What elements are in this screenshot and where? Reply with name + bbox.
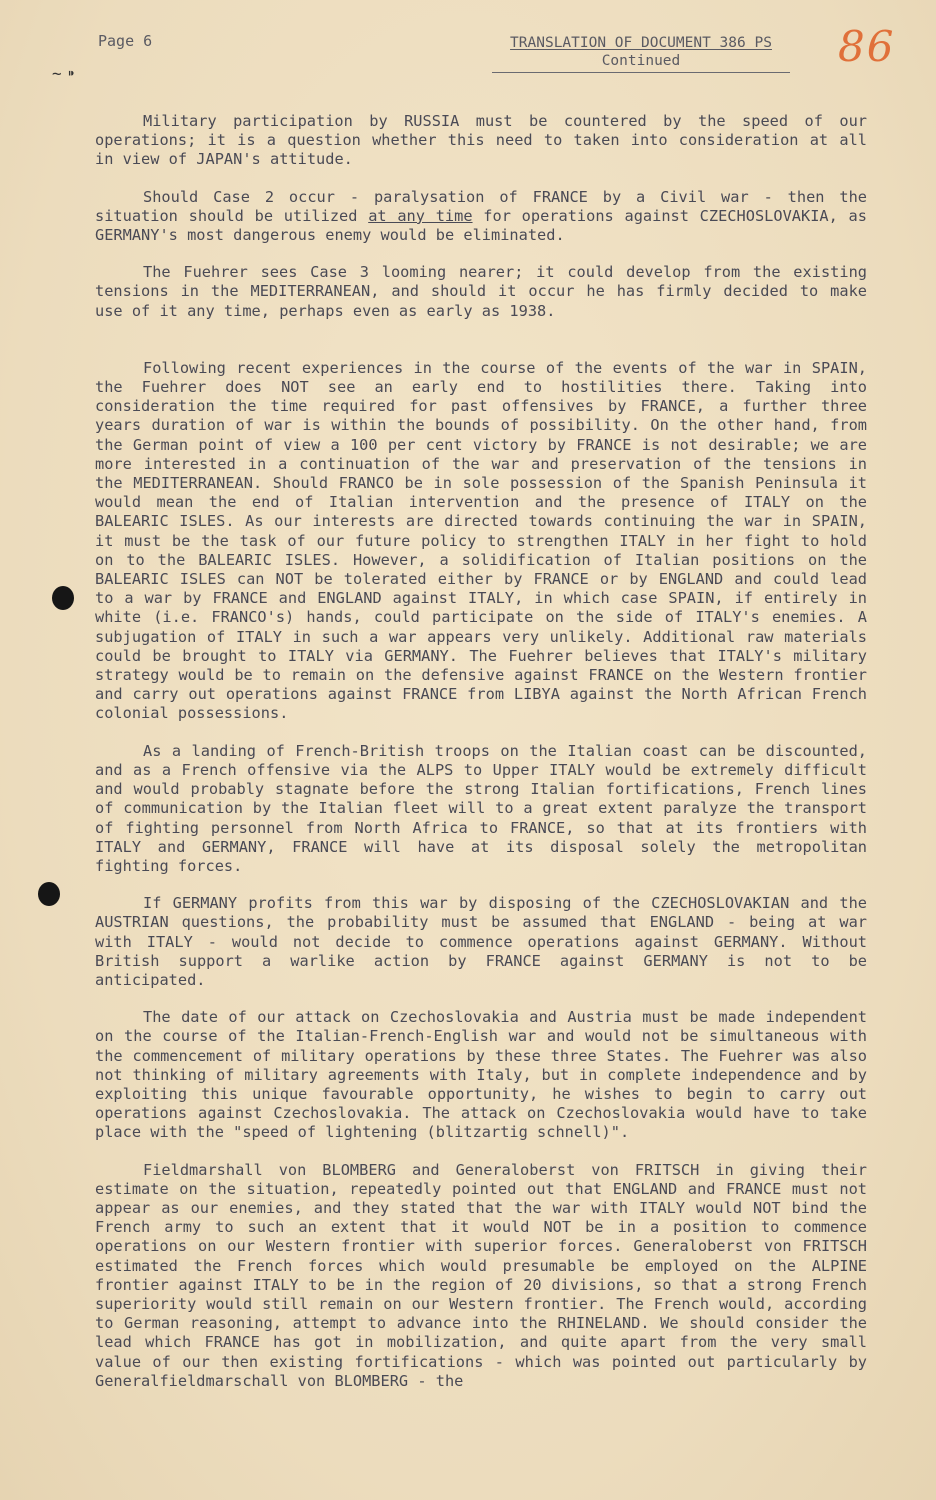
paragraph-landing: As a landing of French-British troops on the Italian coast can be discounted, and as a French offensive via the ALPS to Upper ITALY would be extremely difficult and would probably stagnate before the strong Italian fortifications, French lines of communication by the Italian fleet will to a great extent paralyze the transport of fighting personnel from North Africa to FRANCE, so that at its frontiers with ITALY and GERMANY, FRANCE will have at its disposal solely the metropolitan fighting forces. bbox=[95, 741, 867, 875]
paragraph-attack-date: The date of our attack on Czechoslovakia and Austria must be made independent on the course of the Italian-French-English war and would not be simultaneous with the commencement of military operations by these three States. The Fuehrer was also not thinking of military agreements with Italy, but in complete independence and by exploiting this unique favourable opportunity, he wishes to begin to carry out operations against Czechoslovakia. The attack on Czechoslovakia would have to take place with the "speed of lightening (blitzartig schnell)". bbox=[95, 1008, 867, 1142]
page-number: Page 6 bbox=[98, 32, 153, 50]
document-header bbox=[492, 35, 790, 73]
handwritten-mark: ~ ⁍ bbox=[52, 64, 74, 83]
continued-label: Continued bbox=[492, 53, 790, 73]
punch-hole-icon bbox=[52, 586, 74, 610]
punch-hole-icon bbox=[38, 882, 60, 906]
paragraph-spain: Following recent experiences in the course of the events of the war in SPAIN, the Fuehrer does NOT see an early end to hostilities there. Taking into consideration the time required for past offensives by FRANCE, a further three years duration of war is within the bounds of possibility. On the other hand, from the German point of view a 100 per cent victory by FRANCE is not desirable; we are more interested in a continuation of the war and preservation of the tensions in the MEDITERRANEAN. Should FRANCO be in sole possession of the Spanish Peninsula it would mean the end of Italian intervention and the presence of ITALY on the BALEARIC ISLES. As our interests are directed towards continuing the war in SPAIN, it must be the task of our future policy to strengthen ITALY in her fight to hold on to the BALEARIC ISLES. However, a solidification of Italian positions on the BALEARIC ISLES can NOT be tolerated either by FRANCE or by ENGLAND and could lead to a war by FRANCE and ENGLAND against ITALY, in which case SPAIN, if entirely in white (i.e. FRANCO's) hands, could participate on the side of ITALY's enemies. A subjugation of ITALY in such a war appears very unlikely. Additional raw materials could be brought to ITALY via GERMANY. The Fuehrer believes that ITALY's military strategy would be to remain on the defensive against FRANCE on the Western frontier and carry out operations against FRANCE from LIBYA against the North African French colonial possessions. bbox=[95, 358, 867, 723]
paragraph-germany-profits: If GERMANY profits from this war by disposing of the CZECHOSLOVAKIAN and the AUSTRIAN questions, the probability must be assumed that ENGLAND - being at war with ITALY - would not decide to commence operations against GERMANY. Without British support a warlike action by FRANCE against GERMANY is not to be anticipated. bbox=[95, 894, 867, 989]
paragraph-case-2-start: Should Case 2 occur - paralysation of FRANCE by a Civil war - then the situation should be utilized bbox=[95, 187, 867, 225]
paragraph-blomberg-fritsch: Fieldmarshall von BLOMBERG and Generaloberst von FRITSCH in giving their estimate on the situation, repeatedly pointed out that ENGLAND and FRANCE must not appear as our enemies, and they stated that the war with ITALY would NOT bind the French army to such an extent that it would NOT be in a position to commence operations on our Western frontier with superior forces. Generaloberst von FRITSCH estimated the French forces which would presumable be employed on the ALPINE frontier against ITALY to be in the region of 20 divisions, so that a strong French superiority would still remain on our Western frontier. The French would, according to German reasoning, attempt to advance into the RHINELAND. We should consider the lead which FRANCE has got in mobilization, and quite apart from the very small value of our then existing fortifications - which was pointed out particularly by Generalfieldmarschall von BLOMBERG - the bbox=[95, 1160, 867, 1390]
folio-number: 86 bbox=[838, 22, 896, 71]
paragraph-case-2-end: for operations against CZECHOSLOVAKIA, as GERMANY's most dangerous enemy would be eliminated. bbox=[95, 206, 867, 245]
document-body bbox=[95, 112, 867, 1391]
paragraph-case-3: The Fuehrer sees Case 3 looming nearer; it could develop from the existing tensions in the MEDITERRANEAN, and should it occur he has firmly decided to make use of it any time, perhaps even as early as 1938. bbox=[95, 263, 867, 320]
paragraph-russia: Military participation by RUSSIA must be countered by the speed of our operations; it is a question whether this need to taken into consideration at all in view of JAPAN's attitude. bbox=[95, 112, 867, 169]
paragraph-case-2 bbox=[95, 188, 867, 246]
translation-title: TRANSLATION OF DOCUMENT 386 PS bbox=[510, 35, 772, 51]
underlined-phrase: at any time bbox=[368, 206, 473, 225]
